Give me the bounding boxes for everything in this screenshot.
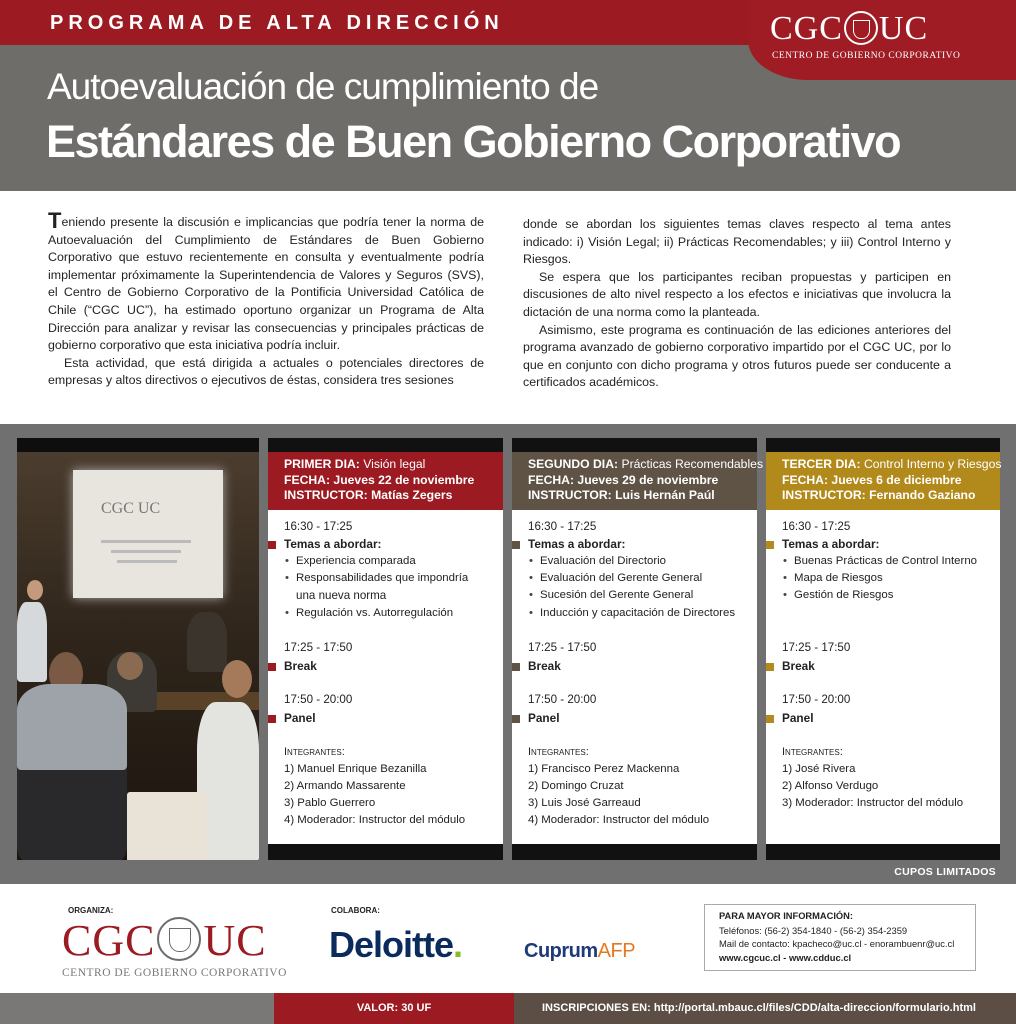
program-label: PROGRAMA DE ALTA DIRECCIÓN: [50, 12, 504, 34]
topic-item-continued: una nueva norma: [296, 589, 387, 602]
break-time: 17:25 - 17:50: [528, 641, 597, 654]
member-item: 3) Pablo Guerrero: [284, 797, 376, 809]
topic-item: • Experiencia comparada: [286, 555, 416, 567]
intro-column-right: [523, 216, 951, 392]
contact-websites[interactable]: www.cgcuc.cl - www.cdduc.cl: [719, 951, 852, 963]
day-card-body: [766, 510, 1000, 844]
topic-item: • Inducción y capacitación de Directores: [530, 607, 735, 619]
day-label: SEGUNDO DIA:: [528, 457, 619, 471]
day-label: PRIMER DIA:: [284, 457, 360, 471]
topics-label: Temas a abordar:: [528, 537, 626, 551]
day-card-body: [268, 510, 503, 844]
page-title-line2: Estándares de Buen Gobierno Corporativo: [46, 116, 901, 167]
logo-text-cgc: CGC: [770, 10, 843, 47]
break-label: Break: [284, 659, 317, 673]
day-date: FECHA: Jueves 22 de noviembre: [284, 472, 475, 487]
member-item: 4) Moderador: Instructor del módulo: [284, 814, 466, 826]
panel-time: 17:50 - 20:00: [782, 693, 851, 706]
day-topic: Prácticas Recomendables: [621, 457, 764, 471]
members-label: Integrantes:: [284, 746, 345, 758]
screen-logo: CGC UC: [101, 500, 161, 517]
member-item: 2) Armando Massarente: [284, 780, 406, 792]
day-card-3: [766, 438, 1000, 860]
topic-item: • Evaluación del Gerente General: [530, 572, 702, 584]
bullet-square-icon: [766, 541, 774, 549]
panel-label: Panel: [528, 711, 560, 725]
bullet-square-icon: [766, 715, 774, 723]
page-title-line1: Autoevaluación de cumplimiento de: [47, 66, 599, 107]
member-item: 2) Alfonso Verdugo: [782, 780, 879, 792]
intro-paragraph-2-continued: donde se abordan los siguientes temas claves respecto al tema antes indicado: i) Visión Legal; ii) Prácticas Recomendables; y iii) Control Interno y Riesgos.: [523, 217, 951, 267]
bullet-square-icon: [512, 663, 520, 671]
day-card-body: [512, 510, 757, 844]
contact-phones: Teléfonos: (56-2) 354-1840 - (56-2) 354-2359: [719, 924, 908, 936]
member-item: 4) Moderador: Instructor del módulo: [528, 814, 710, 826]
contact-info-box: [704, 904, 976, 971]
contact-email[interactable]: Mail de contacto: kpacheco@uc.cl - enorambuenr@uc.cl: [719, 938, 955, 949]
topics-label: Temas a abordar:: [782, 537, 880, 551]
member-item: 3) Moderador: Instructor del módulo: [782, 797, 964, 809]
colabora-label: COLABORA:: [331, 906, 380, 915]
logo-subtitle: CENTRO DE GOBIERNO CORPORATIVO: [62, 966, 287, 979]
topic-item: • Buenas Prácticas de Control Interno: [784, 555, 977, 567]
topic-item: • Gestión de Riesgos: [784, 589, 893, 601]
bullet-square-icon: [268, 663, 276, 671]
day-instructor: INSTRUCTOR: Fernando Gaziano: [782, 488, 976, 502]
panel-label: Panel: [284, 711, 316, 725]
session-time: 16:30 - 17:25: [782, 520, 851, 533]
limited-seats-note: CUPOS LIMITADOS: [894, 866, 996, 878]
topic-item: • Mapa de Riesgos: [784, 572, 883, 584]
member-item: 1) Francisco Perez Mackenna: [528, 763, 680, 775]
panel-time: 17:50 - 20:00: [528, 693, 597, 706]
break-time: 17:25 - 17:50: [284, 641, 353, 654]
break-label: Break: [782, 659, 815, 673]
session-time: 16:30 - 17:25: [528, 520, 597, 533]
bullet-square-icon: [512, 541, 520, 549]
member-item: 1) Manuel Enrique Bezanilla: [284, 763, 427, 775]
day-date: FECHA: Jueves 29 de noviembre: [528, 472, 719, 487]
bullet-square-icon: [268, 541, 276, 549]
deloitte-logo: Deloitte.: [329, 924, 463, 965]
topics-label: Temas a abordar:: [284, 537, 382, 551]
day-card-header: [268, 452, 503, 510]
break-label: Break: [528, 659, 561, 673]
projection-screen: [73, 470, 223, 598]
price-label: VALOR: 30 UF: [274, 993, 514, 1024]
day-card-1: [268, 438, 503, 860]
day-instructor: INSTRUCTOR: Luis Hernán Paúl: [528, 488, 715, 502]
intro-paragraph-3: Se espera que los participantes reciban propuestas y participen en discusiones de alto nivel respecto a los efectos e iniciativas que involucra la dictación de una norma como la planteada.: [523, 269, 951, 319]
members-label: Integrantes:: [782, 746, 843, 758]
uc-seal-icon: [844, 11, 878, 45]
cgc-uc-logo: [770, 10, 1010, 74]
day-card-header: [512, 452, 764, 510]
logo-text-cgc: CGC: [62, 916, 156, 965]
intro-column-left: [48, 208, 484, 390]
contact-title: PARA MAYOR INFORMACIÓN:: [719, 911, 853, 921]
drop-cap: T: [48, 208, 62, 233]
member-item: 1) José Rivera: [782, 763, 856, 775]
topic-item: • Sucesión del Gerente General: [530, 589, 693, 601]
logo-text-uc: UC: [203, 916, 267, 965]
session-time: 16:30 - 17:25: [284, 520, 353, 533]
topic-item: • Evaluación del Directorio: [530, 555, 666, 567]
organiza-label: ORGANIZA:: [68, 906, 114, 915]
topic-item: • Regulación vs. Autorregulación: [286, 607, 453, 619]
intro-paragraph-1: [48, 208, 484, 355]
cgc-uc-logo-footer: [62, 900, 292, 980]
member-item: 2) Domingo Cruzat: [528, 780, 624, 792]
intro-paragraph-1-text: eniendo presente la discusión e implicancias que podría tener la norma de Autoevaluación del Cumplimiento de Estándares de Buen Gobierno Corporativo que estuvo recientemente en consulta y eventualmente podría implementar próximamente la Superintendencia de Valores y Seguros (SVS), el Centro de Gobierno Corporativo de la Pontificia Universidad Católica de Chile (“CGC UC”), ha estimado oportuno organizar un Programa de Alta Dirección para analizar y revisar las consecuencias y principales prácticas de gobierno corporativo que esta iniciativa podría incluir.: [48, 215, 484, 353]
intro-paragraph-4: Asimismo, este programa es continuación de las ediciones anteriores del programa avanzado de gobierno corporativo impartido por el CGC UC, por lo que en conjunto con dicho programa y otros futuros puede ser conducente a certificados académicos.: [523, 322, 951, 390]
day-topic: Visión legal: [363, 457, 426, 471]
day-topic: Control Interno y Riesgos: [863, 457, 1002, 471]
uc-seal-icon: [157, 917, 201, 961]
panel-time: 17:50 - 20:00: [284, 693, 353, 706]
bullet-square-icon: [512, 715, 520, 723]
day-date: FECHA: Jueves 6 de diciembre: [782, 472, 962, 487]
classroom-photo: [17, 438, 259, 860]
day-label: TERCER DIA:: [782, 457, 861, 471]
logo-text-uc: UC: [878, 10, 929, 47]
day-instructor: INSTRUCTOR: Matías Zegers: [284, 488, 453, 502]
intro-paragraph-2: Esta actividad, que está dirigida a actuales o potenciales directores de empresas y altos directivos o ejecutivos de éstas, considera tres sesiones: [48, 355, 484, 388]
bullet-square-icon: [268, 715, 276, 723]
panel-label: Panel: [782, 711, 814, 725]
members-label: Integrantes:: [528, 746, 589, 758]
topic-item: • Responsabilidades que impondría: [286, 572, 468, 584]
break-time: 17:25 - 17:50: [782, 641, 851, 654]
bullet-square-icon: [766, 663, 774, 671]
cuprum-afp-logo: CuprumAFP: [524, 940, 636, 962]
member-item: 3) Luis José Garreaud: [528, 797, 641, 809]
day-card-header: [766, 452, 1000, 510]
day-card-2: [512, 438, 764, 860]
registration-link[interactable]: INSCRIPCIONES EN: http://portal.mbauc.cl/files/CDD/alta-direccion/formulario.html: [514, 993, 1016, 1024]
logo-subtitle: CENTRO DE GOBIERNO CORPORATIVO: [772, 51, 961, 62]
